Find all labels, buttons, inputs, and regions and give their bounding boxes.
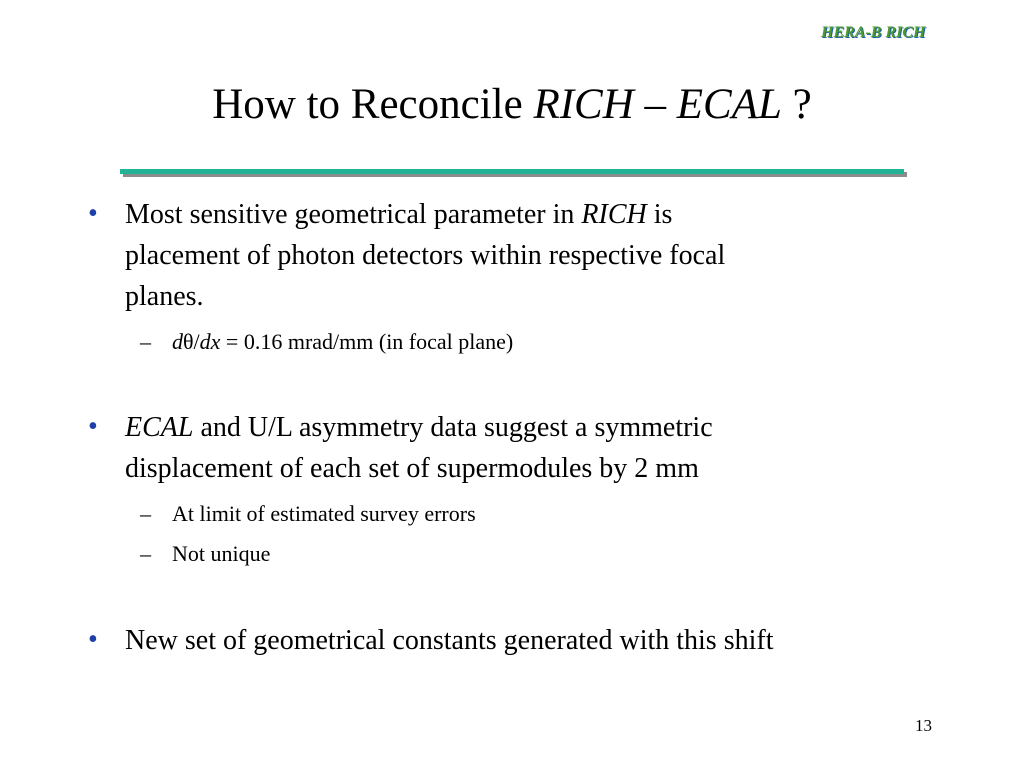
bullet-text: Most sensitive geometrical parameter in <box>125 199 582 230</box>
title-prefix: How to Reconcile <box>212 81 534 128</box>
sub-bullet-1-1 <box>172 327 513 357</box>
bullet-emphasis: ECAL <box>125 412 194 443</box>
bullet-marker: • <box>88 198 98 229</box>
sub-bullet-text: θ/ <box>183 329 200 354</box>
title-suffix: ? <box>781 81 812 128</box>
sub-bullet-2-2: Not unique <box>172 541 271 566</box>
sub-bullet-emphasis: dx <box>199 329 221 354</box>
sub-bullet-text: = 0.16 mrad/mm (in focal plane) <box>220 329 514 354</box>
bullet-2-line-2: displacement of each set of supermodules by 2 mm <box>125 453 699 484</box>
title-emphasis: RICH – ECAL <box>533 81 782 128</box>
header-tag: HERA-B RICH <box>821 24 926 41</box>
bullet-emphasis: RICH <box>581 199 647 230</box>
sub-bullet-2-1: At limit of estimated survey errors <box>172 501 476 526</box>
sub-bullet-emphasis: d <box>172 329 183 354</box>
bullet-1-line-2: placement of photon detectors within respective focal <box>125 240 726 271</box>
page-number: 13 <box>915 716 932 735</box>
bullet-3-line-1: New set of geometrical constants generated with this shift <box>125 625 774 656</box>
sub-bullet-dash: – <box>140 541 151 566</box>
bullet-2-line-1 <box>125 407 713 448</box>
bullet-1-line-3: planes. <box>125 281 204 312</box>
slide-title <box>0 80 1024 130</box>
bullet-text: and U/L asymmetry data suggest a symmetric <box>193 412 713 443</box>
sub-bullet-dash: – <box>140 501 151 526</box>
bullet-marker: • <box>88 411 98 442</box>
bullet-1-line-1 <box>125 194 672 235</box>
bullet-marker: • <box>88 624 98 655</box>
title-rule <box>120 169 904 174</box>
bullet-text: is <box>646 199 673 230</box>
sub-bullet-dash: – <box>140 329 151 354</box>
